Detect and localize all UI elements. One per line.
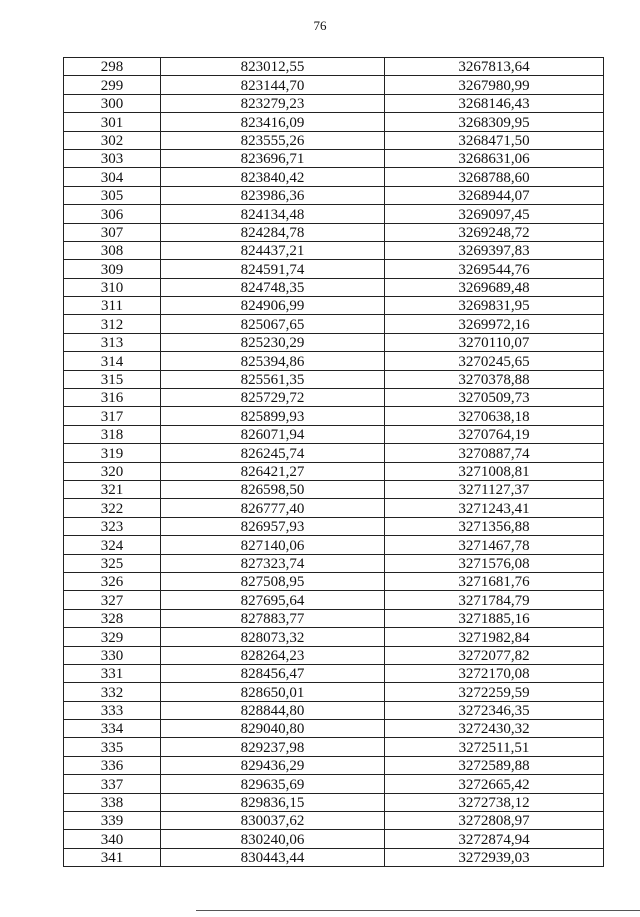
table-row xyxy=(64,76,604,94)
page-number: 76 xyxy=(313,18,327,33)
y-coordinate-cell: 3272346,35 xyxy=(385,701,604,719)
x-coordinate-cell: 827883,77 xyxy=(161,609,385,627)
x-coordinate-cell: 827695,64 xyxy=(161,591,385,609)
table-row xyxy=(64,389,604,407)
y-coordinate-cell: 3271885,16 xyxy=(385,609,604,627)
table-row xyxy=(64,572,604,590)
point-number-cell: 311 xyxy=(64,297,161,315)
table-row xyxy=(64,720,604,738)
x-coordinate-cell: 824906,99 xyxy=(161,297,385,315)
point-number-cell: 301 xyxy=(64,113,161,131)
y-coordinate-cell: 3272589,88 xyxy=(385,756,604,774)
point-number-cell: 317 xyxy=(64,407,161,425)
y-coordinate-cell: 3271127,37 xyxy=(385,480,604,498)
point-number-cell: 341 xyxy=(64,848,161,866)
y-coordinate-cell: 3272808,97 xyxy=(385,812,604,830)
x-coordinate-cell: 829635,69 xyxy=(161,775,385,793)
y-coordinate-cell: 3272170,08 xyxy=(385,664,604,682)
point-number-cell: 320 xyxy=(64,462,161,480)
y-coordinate-cell: 3268309,95 xyxy=(385,113,604,131)
table-row xyxy=(64,370,604,388)
table-row xyxy=(64,812,604,830)
x-coordinate-cell: 828456,47 xyxy=(161,664,385,682)
y-coordinate-cell: 3271576,08 xyxy=(385,554,604,572)
y-coordinate-cell: 3270764,19 xyxy=(385,425,604,443)
point-number-cell: 329 xyxy=(64,628,161,646)
point-number-cell: 324 xyxy=(64,536,161,554)
table-row xyxy=(64,536,604,554)
table-row xyxy=(64,701,604,719)
point-number-cell: 339 xyxy=(64,812,161,830)
point-number-cell: 313 xyxy=(64,333,161,351)
x-coordinate-cell: 827323,74 xyxy=(161,554,385,572)
x-coordinate-cell: 829040,80 xyxy=(161,720,385,738)
point-number-cell: 326 xyxy=(64,572,161,590)
table-row xyxy=(64,738,604,756)
point-number-cell: 315 xyxy=(64,370,161,388)
x-coordinate-cell: 830443,44 xyxy=(161,848,385,866)
x-coordinate-cell: 825230,29 xyxy=(161,333,385,351)
x-coordinate-cell: 830240,06 xyxy=(161,830,385,848)
point-number-cell: 328 xyxy=(64,609,161,627)
y-coordinate-cell: 3272738,12 xyxy=(385,793,604,811)
x-coordinate-cell: 823696,71 xyxy=(161,149,385,167)
y-coordinate-cell: 3271467,78 xyxy=(385,536,604,554)
point-number-cell: 300 xyxy=(64,94,161,112)
table-row xyxy=(64,554,604,572)
table-row xyxy=(64,113,604,131)
point-number-cell: 321 xyxy=(64,480,161,498)
table-row xyxy=(64,333,604,351)
x-coordinate-cell: 828844,80 xyxy=(161,701,385,719)
x-coordinate-cell: 825067,65 xyxy=(161,315,385,333)
x-coordinate-cell: 825394,86 xyxy=(161,352,385,370)
point-number-cell: 336 xyxy=(64,756,161,774)
x-coordinate-cell: 823012,55 xyxy=(161,58,385,76)
x-coordinate-cell: 823279,23 xyxy=(161,94,385,112)
point-number-cell: 335 xyxy=(64,738,161,756)
y-coordinate-cell: 3272259,59 xyxy=(385,683,604,701)
table-row xyxy=(64,186,604,204)
y-coordinate-cell: 3272939,03 xyxy=(385,848,604,866)
table-row xyxy=(64,793,604,811)
y-coordinate-cell: 3272077,82 xyxy=(385,646,604,664)
bottom-divider xyxy=(196,910,640,911)
table-row xyxy=(64,462,604,480)
y-coordinate-cell: 3267980,99 xyxy=(385,76,604,94)
x-coordinate-cell: 826421,27 xyxy=(161,462,385,480)
table-row xyxy=(64,499,604,517)
x-coordinate-cell: 826777,40 xyxy=(161,499,385,517)
y-coordinate-cell: 3272874,94 xyxy=(385,830,604,848)
point-number-cell: 314 xyxy=(64,352,161,370)
y-coordinate-cell: 3267813,64 xyxy=(385,58,604,76)
y-coordinate-cell: 3271356,88 xyxy=(385,517,604,535)
y-coordinate-cell: 3268788,60 xyxy=(385,168,604,186)
table-row xyxy=(64,260,604,278)
x-coordinate-cell: 826071,94 xyxy=(161,425,385,443)
x-coordinate-cell: 828264,23 xyxy=(161,646,385,664)
y-coordinate-cell: 3270509,73 xyxy=(385,389,604,407)
point-number-cell: 318 xyxy=(64,425,161,443)
table-row xyxy=(64,58,604,76)
y-coordinate-cell: 3268146,43 xyxy=(385,94,604,112)
x-coordinate-cell: 823416,09 xyxy=(161,113,385,131)
point-number-cell: 323 xyxy=(64,517,161,535)
table-row xyxy=(64,131,604,149)
table-row xyxy=(64,278,604,296)
table-row xyxy=(64,352,604,370)
table-row xyxy=(64,517,604,535)
y-coordinate-cell: 3269248,72 xyxy=(385,223,604,241)
x-coordinate-cell: 828650,01 xyxy=(161,683,385,701)
y-coordinate-cell: 3269397,83 xyxy=(385,241,604,259)
table-row xyxy=(64,775,604,793)
x-coordinate-cell: 824284,78 xyxy=(161,223,385,241)
point-number-cell: 298 xyxy=(64,58,161,76)
y-coordinate-cell: 3271982,84 xyxy=(385,628,604,646)
point-number-cell: 306 xyxy=(64,205,161,223)
x-coordinate-cell: 825899,93 xyxy=(161,407,385,425)
y-coordinate-cell: 3271784,79 xyxy=(385,591,604,609)
y-coordinate-cell: 3270245,65 xyxy=(385,352,604,370)
table-row xyxy=(64,297,604,315)
point-number-cell: 305 xyxy=(64,186,161,204)
y-coordinate-cell: 3270887,74 xyxy=(385,444,604,462)
table-row xyxy=(64,664,604,682)
y-coordinate-cell: 3271008,81 xyxy=(385,462,604,480)
y-coordinate-cell: 3272430,32 xyxy=(385,720,604,738)
table-row xyxy=(64,223,604,241)
x-coordinate-cell: 824748,35 xyxy=(161,278,385,296)
coordinates-table-body xyxy=(64,58,604,867)
point-number-cell: 334 xyxy=(64,720,161,738)
x-coordinate-cell: 829836,15 xyxy=(161,793,385,811)
x-coordinate-cell: 823555,26 xyxy=(161,131,385,149)
y-coordinate-cell: 3271681,76 xyxy=(385,572,604,590)
table-row xyxy=(64,94,604,112)
table-row xyxy=(64,683,604,701)
y-coordinate-cell: 3270110,07 xyxy=(385,333,604,351)
table-row xyxy=(64,646,604,664)
x-coordinate-cell: 824591,74 xyxy=(161,260,385,278)
x-coordinate-cell: 826245,74 xyxy=(161,444,385,462)
x-coordinate-cell: 824134,48 xyxy=(161,205,385,223)
table-row xyxy=(64,628,604,646)
point-number-cell: 312 xyxy=(64,315,161,333)
y-coordinate-cell: 3268471,50 xyxy=(385,131,604,149)
table-row xyxy=(64,480,604,498)
x-coordinate-cell: 825561,35 xyxy=(161,370,385,388)
y-coordinate-cell: 3269097,45 xyxy=(385,205,604,223)
point-number-cell: 325 xyxy=(64,554,161,572)
table-row xyxy=(64,315,604,333)
table-row xyxy=(64,444,604,462)
x-coordinate-cell: 827508,95 xyxy=(161,572,385,590)
y-coordinate-cell: 3269831,95 xyxy=(385,297,604,315)
y-coordinate-cell: 3272511,51 xyxy=(385,738,604,756)
y-coordinate-cell: 3270638,18 xyxy=(385,407,604,425)
point-number-cell: 319 xyxy=(64,444,161,462)
point-number-cell: 310 xyxy=(64,278,161,296)
table-row xyxy=(64,241,604,259)
y-coordinate-cell: 3269972,16 xyxy=(385,315,604,333)
point-number-cell: 308 xyxy=(64,241,161,259)
x-coordinate-cell: 828073,32 xyxy=(161,628,385,646)
x-coordinate-cell: 823986,36 xyxy=(161,186,385,204)
table-row xyxy=(64,609,604,627)
x-coordinate-cell: 823840,42 xyxy=(161,168,385,186)
x-coordinate-cell: 825729,72 xyxy=(161,389,385,407)
point-number-cell: 327 xyxy=(64,591,161,609)
x-coordinate-cell: 829237,98 xyxy=(161,738,385,756)
x-coordinate-cell: 826957,93 xyxy=(161,517,385,535)
point-number-cell: 332 xyxy=(64,683,161,701)
table-row xyxy=(64,149,604,167)
point-number-cell: 316 xyxy=(64,389,161,407)
point-number-cell: 340 xyxy=(64,830,161,848)
y-coordinate-cell: 3268631,06 xyxy=(385,149,604,167)
y-coordinate-cell: 3270378,88 xyxy=(385,370,604,388)
point-number-cell: 307 xyxy=(64,223,161,241)
point-number-cell: 303 xyxy=(64,149,161,167)
point-number-cell: 322 xyxy=(64,499,161,517)
y-coordinate-cell: 3272665,42 xyxy=(385,775,604,793)
point-number-cell: 331 xyxy=(64,664,161,682)
table-row xyxy=(64,830,604,848)
point-number-cell: 333 xyxy=(64,701,161,719)
x-coordinate-cell: 824437,21 xyxy=(161,241,385,259)
y-coordinate-cell: 3269689,48 xyxy=(385,278,604,296)
table-row xyxy=(64,848,604,866)
point-number-cell: 299 xyxy=(64,76,161,94)
point-number-cell: 302 xyxy=(64,131,161,149)
table-row xyxy=(64,168,604,186)
table-row xyxy=(64,205,604,223)
point-number-cell: 338 xyxy=(64,793,161,811)
point-number-cell: 337 xyxy=(64,775,161,793)
x-coordinate-cell: 827140,06 xyxy=(161,536,385,554)
y-coordinate-cell: 3271243,41 xyxy=(385,499,604,517)
x-coordinate-cell: 823144,70 xyxy=(161,76,385,94)
point-number-cell: 304 xyxy=(64,168,161,186)
table-row xyxy=(64,756,604,774)
point-number-cell: 309 xyxy=(64,260,161,278)
coordinates-table xyxy=(63,57,604,867)
x-coordinate-cell: 826598,50 xyxy=(161,480,385,498)
x-coordinate-cell: 829436,29 xyxy=(161,756,385,774)
x-coordinate-cell: 830037,62 xyxy=(161,812,385,830)
table-row xyxy=(64,425,604,443)
table-row xyxy=(64,591,604,609)
y-coordinate-cell: 3268944,07 xyxy=(385,186,604,204)
y-coordinate-cell: 3269544,76 xyxy=(385,260,604,278)
table-row xyxy=(64,407,604,425)
point-number-cell: 330 xyxy=(64,646,161,664)
